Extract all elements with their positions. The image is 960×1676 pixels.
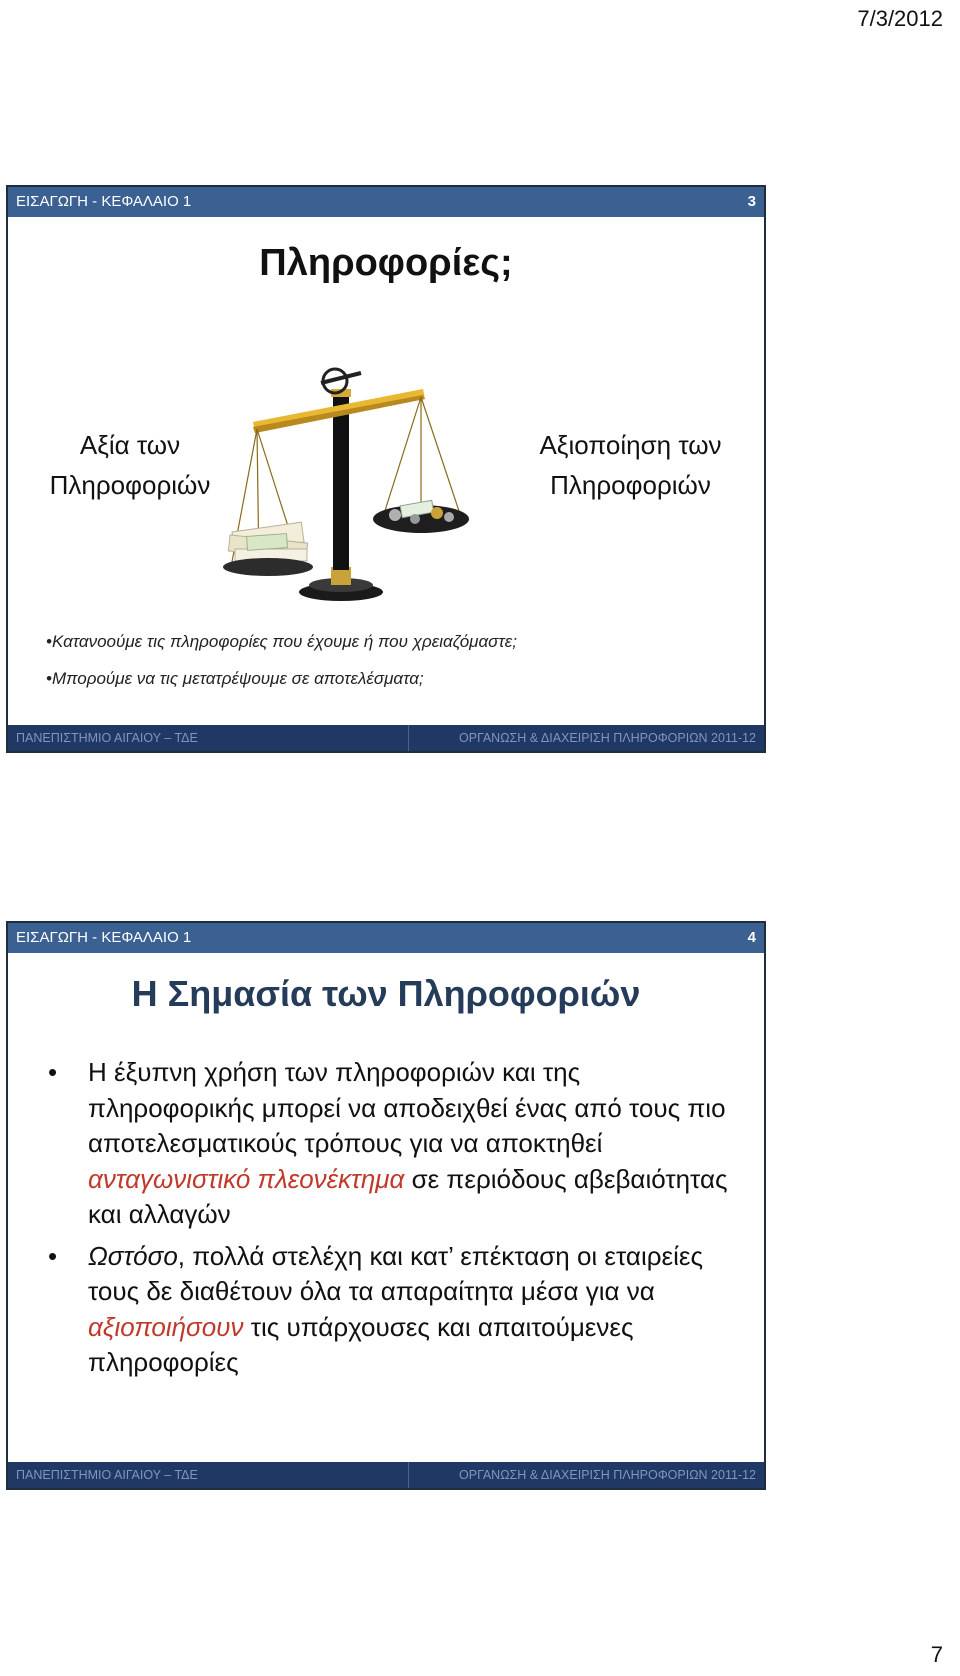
emphasis-text: Ωστόσο [88, 1240, 178, 1271]
footer-course: ΟΡΓΑΝΩΣΗ & ΔΙΑΧΕΙΡΙΣΗ ΠΛΗΡΟΦΟΡΙΩΝ 2011-12 [459, 1468, 756, 1482]
question-text: Κατανοούμε τις πληροφορίες που έχουμε ή που χρειαζόμαστε; [51, 632, 517, 651]
slide-footer [8, 1462, 764, 1488]
slide-number: 3 [747, 193, 756, 210]
slide-header [8, 923, 764, 953]
slide-number: 4 [747, 929, 756, 946]
highlight-text: ανταγωνιστικό πλεονέκτημα [88, 1163, 405, 1194]
label-line: Αξία των [79, 430, 181, 460]
highlight-text: αξιοποιήσουν [88, 1311, 244, 1342]
bullet-text: , πολλά στελέχη και κατ’ επέκταση οι εταιρείες τους δε διαθέτουν όλα τα απαραίτητα μέσα για να [88, 1240, 704, 1306]
list-item: •Κατανοούμε τις πληροφορίες που έχουμε ή που χρειαζόμαστε; [46, 632, 517, 651]
bullet-text: τις υπάρχουσες και απαιτούμενες πληροφορίες [88, 1311, 634, 1377]
question-text: Μπορούμε να τις μετατρέψουμε σε αποτελέσματα; [51, 669, 424, 688]
footer-divider [408, 1462, 409, 1488]
label-line: Πληροφοριών [550, 470, 711, 500]
footer-course: ΟΡΓΑΝΩΣΗ & ΔΙΑΧΕΙΡΙΣΗ ΠΛΗΡΟΦΟΡΙΩΝ 2011-12 [459, 731, 756, 745]
slide-4 [6, 921, 766, 1490]
exploitation-of-information-label [508, 425, 753, 505]
slide-title: Πληροφορίες; [259, 242, 513, 284]
bullet-icon: • [48, 1057, 58, 1087]
list-item: •Μπορούμε να τις μετατρέψουμε σε αποτελέσματα; [46, 669, 424, 688]
slide-section-label: ΕΙΣΑΓΩΓΗ - ΚΕΦΑΛΑΙΟ 1 [16, 193, 192, 210]
page-date: 7/3/2012 [857, 6, 943, 31]
page-number: 7 [930, 1642, 943, 1667]
footer-divider [408, 725, 409, 751]
label-line: Αξιοποίηση των [539, 430, 722, 460]
bullet-text: Η έξυπνη χρήση των πληροφοριών και της πληροφορικής μπορεί να αποδειχθεί ένας από τους πιο αποτελεσματικούς τρόπους για να αποκτηθεί [88, 1057, 726, 1158]
footer-institution: ΠΑΝΕΠΙΣΤΗΜΙΟ ΑΙΓΑΙΟΥ – ΤΔΕ [16, 731, 198, 745]
slide-title: Η Σημασία των Πληροφοριών [131, 973, 641, 1014]
list-item [48, 1239, 748, 1381]
bullet-icon: • [48, 1240, 58, 1271]
footer-institution: ΠΑΝΕΠΙΣΤΗΜΙΟ ΑΙΓΑΙΟΥ – ΤΔΕ [16, 1468, 198, 1482]
value-of-information-label [20, 425, 240, 505]
label-line: Πληροφοριών [49, 470, 211, 500]
slide-3 [6, 185, 766, 753]
question-list [46, 632, 517, 706]
balance-scale-image [223, 367, 493, 602]
bullet-text: σε περιόδους αβεβαιότητας και αλλαγών [88, 1163, 728, 1229]
slide-footer [8, 725, 764, 751]
slide-header [8, 187, 764, 217]
list-item [48, 1055, 748, 1233]
slide-section-label: ΕΙΣΑΓΩΓΗ - ΚΕΦΑΛΑΙΟ 1 [16, 929, 192, 946]
bullet-list [48, 1055, 748, 1387]
